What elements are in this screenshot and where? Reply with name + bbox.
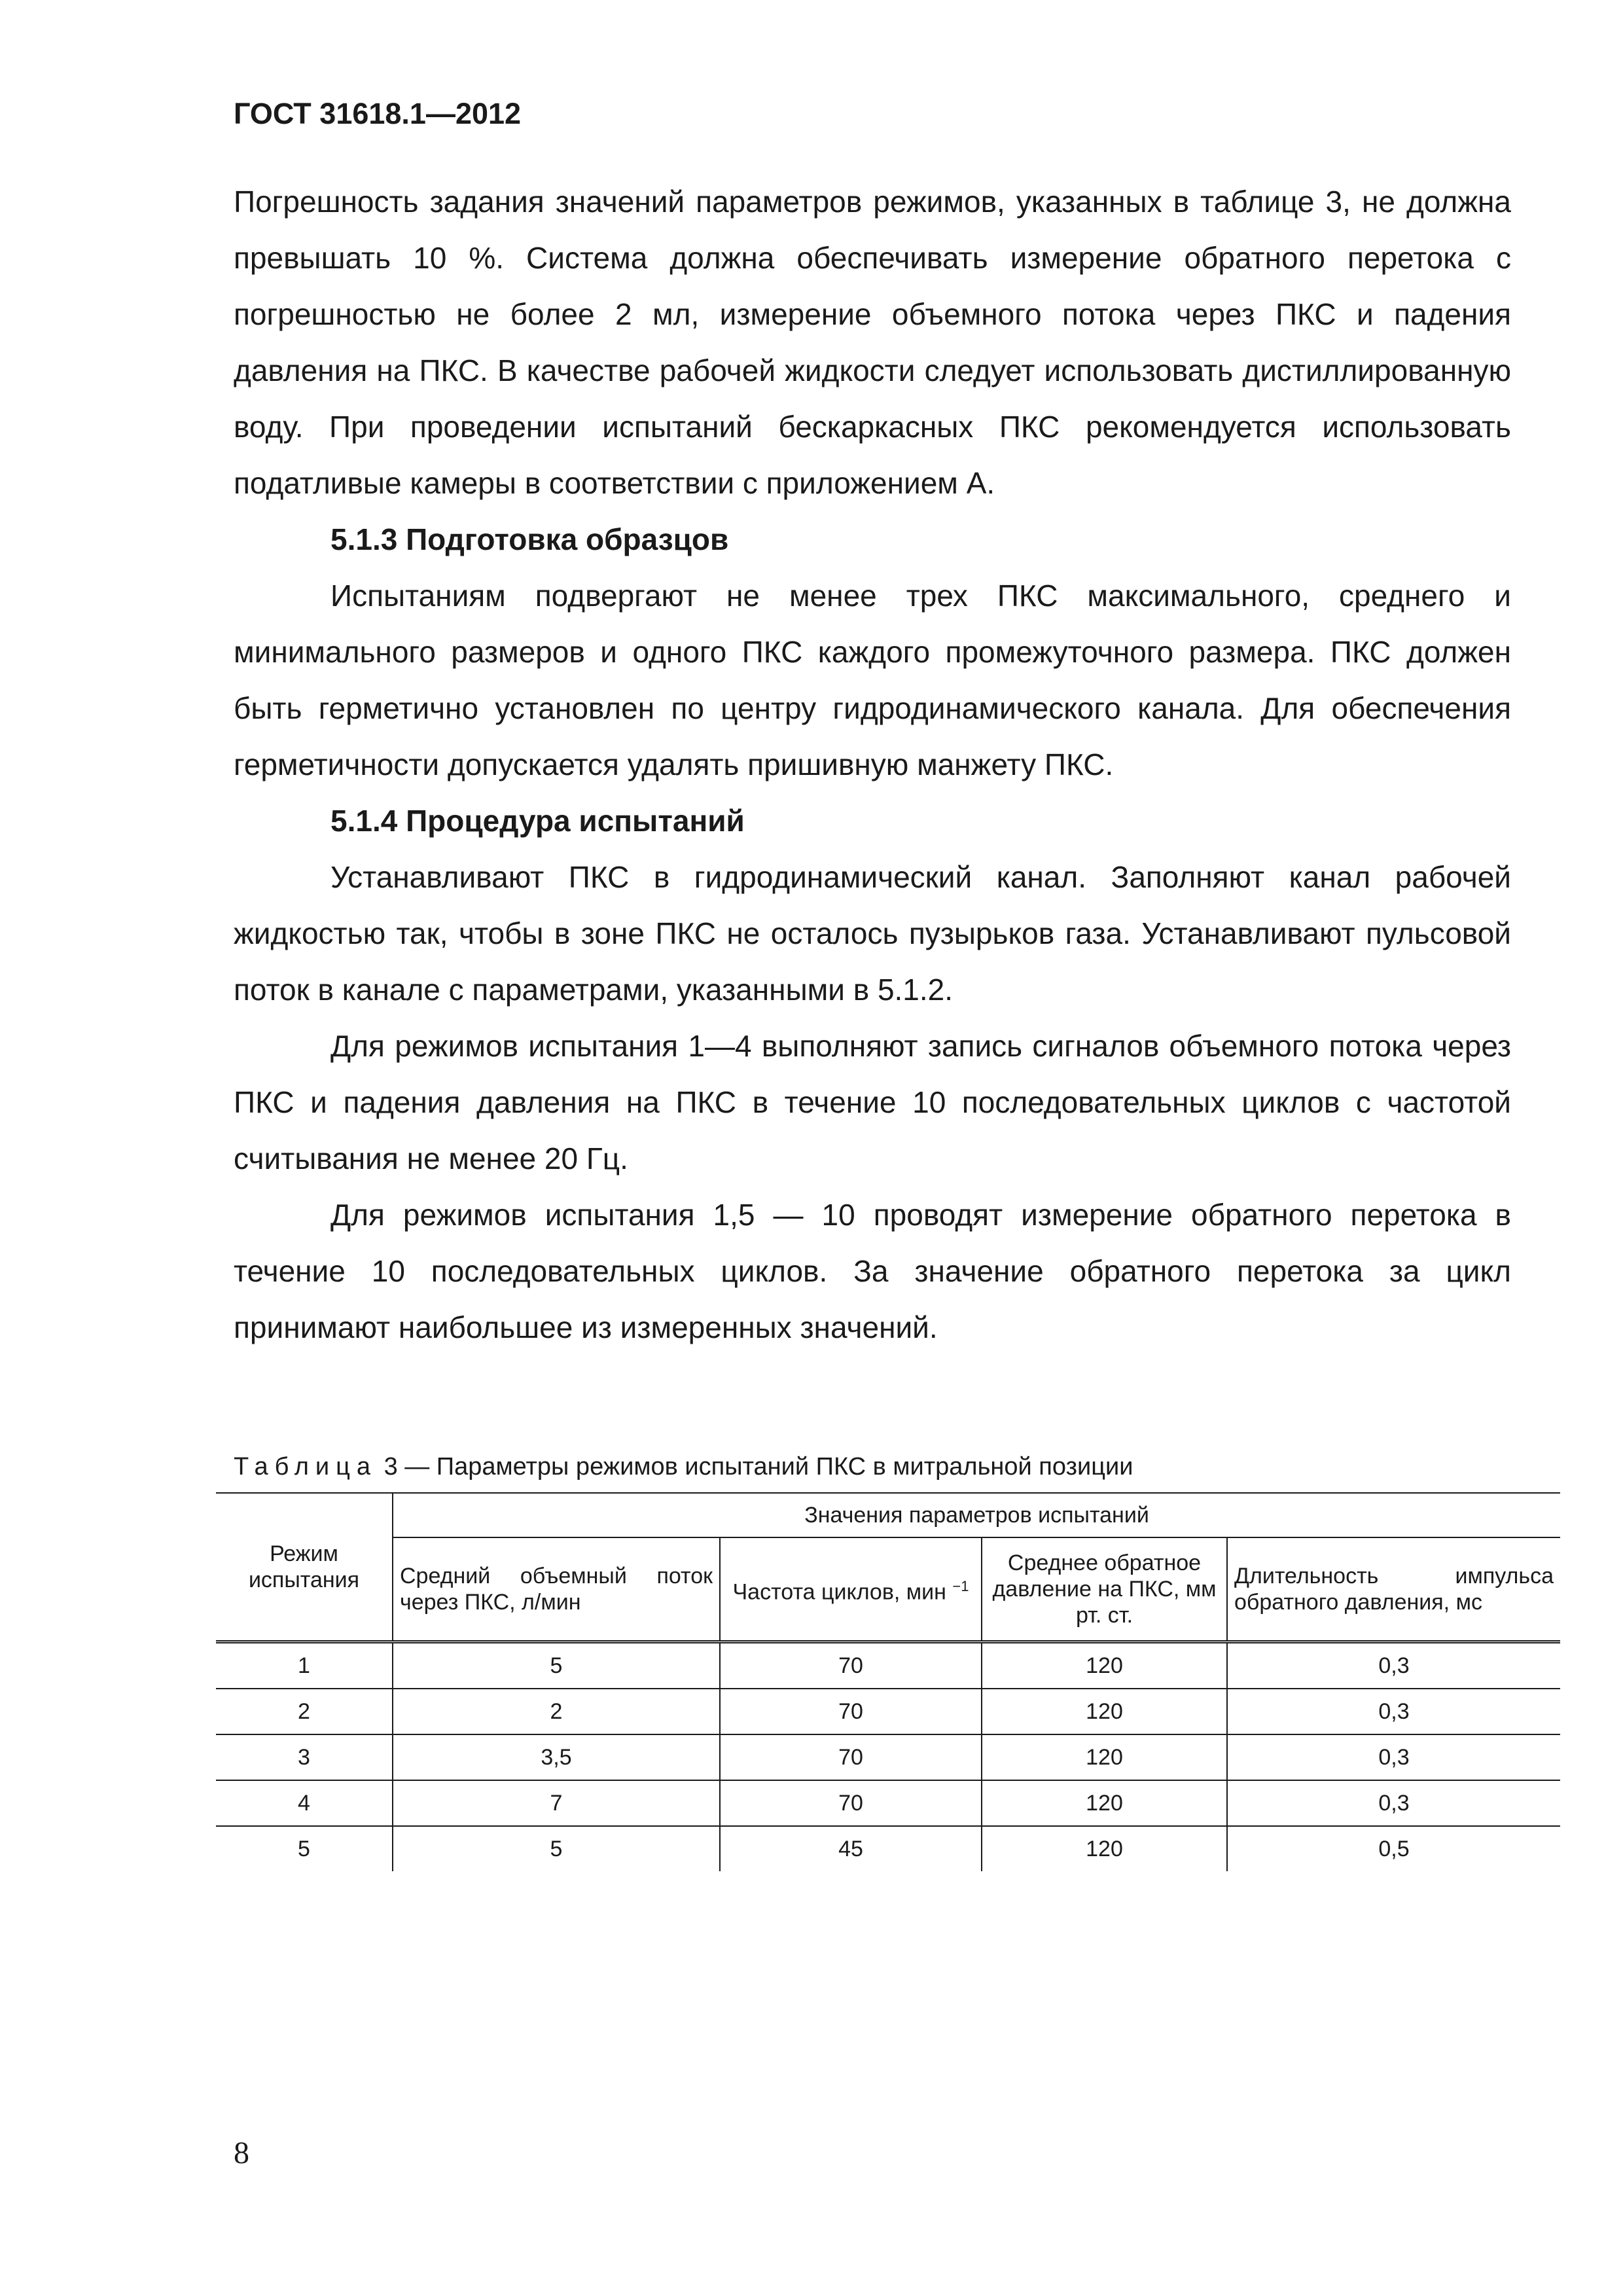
cell-pressure: 120 <box>982 1642 1227 1689</box>
column-header-pressure: Среднее обратное давление на ПКС, мм рт. ст. <box>982 1537 1227 1642</box>
table-caption <box>234 1453 1133 1481</box>
test-parameters-table <box>216 1492 1560 1871</box>
table-header-row <box>216 1493 1560 1537</box>
cell-flow: 5 <box>393 1642 720 1689</box>
column-header-mode: Режим испытания <box>216 1493 393 1642</box>
cell-pressure: 120 <box>982 1734 1227 1780</box>
column-header-frequency-label: Частота циклов, мин <box>732 1579 946 1605</box>
paragraph-sample-preparation: Испытаниям подвергают не менее трех ПКС максимального, среднего и минимального размеров и одного ПКС каждого промежуточного размера. ПКС должен быть герметично установлен по центру гидродинамического канала. Для обеспечения герметичности допускается удалять пришивную манжету ПКС. <box>234 579 1511 781</box>
document-number-header: ГОСТ 31618.1—2012 <box>234 97 522 130</box>
cell-duration: 0,3 <box>1227 1642 1560 1689</box>
cell-flow: 5 <box>393 1826 720 1871</box>
cell-mode: 5 <box>216 1826 393 1871</box>
table-row <box>216 1780 1560 1826</box>
cell-mode: 3 <box>216 1734 393 1780</box>
cell-duration: 0,5 <box>1227 1826 1560 1871</box>
column-header-duration: Длительность импульса обратного давления, мс <box>1227 1537 1560 1642</box>
cell-flow: 7 <box>393 1780 720 1826</box>
section-heading-5-1-4: 5.1.4 Процедура испытаний <box>330 804 745 838</box>
cell-frequency: 70 <box>720 1780 982 1826</box>
column-group-header: Значения параметров испытаний <box>393 1493 1560 1537</box>
cell-duration: 0,3 <box>1227 1689 1560 1734</box>
column-header-frequency <box>720 1537 982 1642</box>
cell-mode: 1 <box>216 1642 393 1689</box>
cell-pressure: 120 <box>982 1780 1227 1826</box>
cell-mode: 4 <box>216 1780 393 1826</box>
paragraph-procedure-backflow: Для режимов испытания 1,5 — 10 проводят измерение обратного перетока в течение 10 последовательных циклов. За значение обратного перетока за цикл принимают наибольшее из измеренных значений. <box>234 1198 1511 1344</box>
table-subheader-row <box>216 1537 1560 1642</box>
table-row <box>216 1689 1560 1734</box>
cell-frequency: 45 <box>720 1826 982 1871</box>
cell-frequency: 70 <box>720 1642 982 1689</box>
table-row <box>216 1642 1560 1689</box>
cell-frequency: 70 <box>720 1734 982 1780</box>
page-number: 8 <box>234 2136 249 2170</box>
body-text <box>234 173 1511 1355</box>
cell-pressure: 120 <box>982 1689 1227 1734</box>
cell-duration: 0,3 <box>1227 1780 1560 1826</box>
cell-flow: 3,5 <box>393 1734 720 1780</box>
table-caption-label: Таблица <box>234 1453 377 1480</box>
cell-frequency: 70 <box>720 1689 982 1734</box>
table-caption-text: 3 — Параметры режимов испытаний ПКС в митральной позиции <box>383 1453 1133 1480</box>
cell-flow: 2 <box>393 1689 720 1734</box>
cell-duration: 0,3 <box>1227 1734 1560 1780</box>
paragraph-accuracy-requirements: Погрешность задания значений параметров режимов, указанных в таблице 3, не должна превышать 10 %. Система должна обеспечивать измерение обратного перетока с погрешностью не более 2 мл, измерение объемного потока через ПКС и падения давления на ПКС. В качестве рабочей жидкости следует использовать дистиллированную воду. При проведении испытаний бескаркасных ПКС рекомендуется использовать податливые камеры в соответствии с приложением А. <box>234 185 1511 500</box>
paragraph-procedure-recording: Для режимов испытания 1—4 выполняют запись сигналов объемного потока через ПКС и падения давления на ПКС в течение 10 последовательных циклов с частотой считывания не менее 20 Гц. <box>234 1029 1511 1175</box>
frequency-exponent: −1 <box>952 1577 969 1594</box>
cell-mode: 2 <box>216 1689 393 1734</box>
paragraph-procedure-setup: Устанавливают ПКС в гидродинамический канал. Заполняют канал рабочей жидкостью так, чтобы в зоне ПКС не осталось пузырьков газа. Устанавливают пульсовой поток в канале с параметрами, указанными в 5.1.2. <box>234 860 1511 1007</box>
cell-pressure: 120 <box>982 1826 1227 1871</box>
section-heading-5-1-3: 5.1.3 Подготовка образцов <box>330 522 729 556</box>
table-row <box>216 1826 1560 1871</box>
column-header-flow: Средний объемный поток через ПКС, л/мин <box>393 1537 720 1642</box>
table-row <box>216 1734 1560 1780</box>
